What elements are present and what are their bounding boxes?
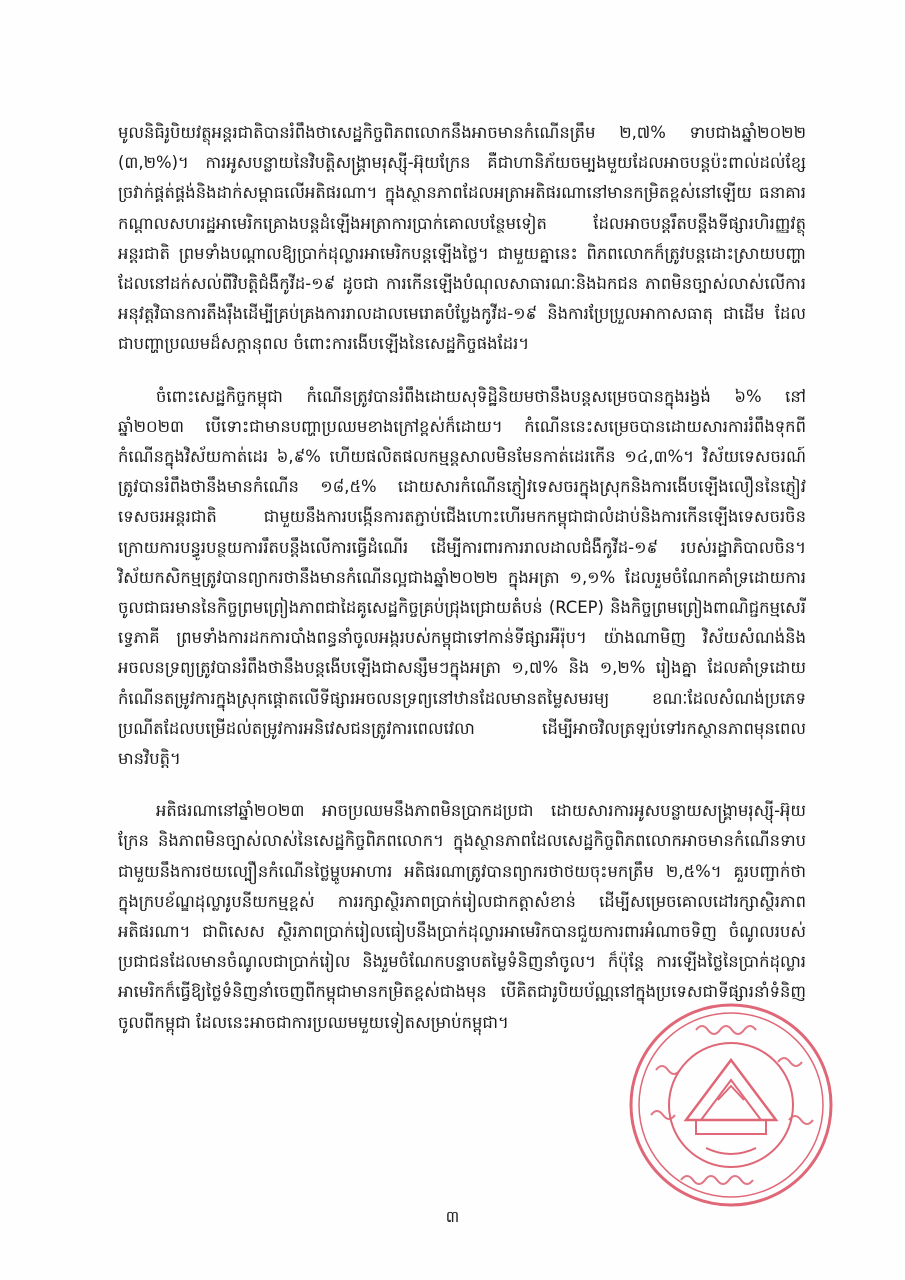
paragraph-3: អតិផរណានៅឆ្នាំ២០២៣ អាចប្រឈមនឹងភាពមិនប្រាកដប្រជា ដោយសារការអូសបន្លាយសង្គ្រាមរុស្ស៊ី-អ៊ុយក្រែន និងភាពមិនច្បាស់លាស់នៃសេដ្ឋកិច្ចពិភពលោក។ ក្នុងស្ថានភាពដែលសេដ្ឋកិច្ចពិភពលោកអាចមានកំណើនទាបជាមួយនឹងការថយល្បឿនកំណើនថ្លៃម្ហូបអាហារ អតិផរណាត្រូវបានព្យាករថាថយចុះមកត្រឹម ២,៥%។ គួរបញ្ជាក់ថា ក្នុងក្របខ័ណ្ឌដុល្លារូបនីយកម្មខ្ពស់ ការរក្សាស្ថិរភាពប្រាក់រៀលជាកត្តាសំខាន់ ដើម្បីសម្រេចគោលដៅរក្សាស្ថិរភាពអតិផរណា។ ជាពិសេស ស្ថិរភាពប្រាក់រៀលធៀបនឹងប្រាក់ដុល្លារអាមេរិកបានជួយការពារអំណាចទិញ ចំណូលរបស់ប្រជាជនដែលមានចំណូលជាប្រាក់រៀល និងរួមចំណែកបន្ទាបតម្លៃទំនិញនាំចូល។ ក៏ប៉ុន្តែ ការឡើងថ្លៃនៃប្រាក់ដុល្លារអាមេរិកក៏ធ្វើឱ្យថ្លៃទំនិញនាំចេញពីកម្ពុជាមានកម្រិតខ្ពស់ជាងមុន បើគិតជារូបិយប័ណ្ណនៅក្នុងប្រទេសជាទីផ្សារនាំទំនិញចូលពីកម្ពុជា ដែលនេះអាចជាការប្រឈមមួយទៀតសម្រាប់កម្ពុជា។ — [118, 801, 806, 1032]
paragraph-2: ចំពោះសេដ្ឋកិច្ចកម្ពុជា កំណើនត្រូវបានរំពឹងដោយសុទិដ្ឋិនិយមថានឹងបន្តសម្រេចបានក្នុងរង្វង់ ៦% នៅឆ្នាំ២០២៣ បើទោះជាមានបញ្ហាប្រឈមខាងក្រៅខ្ពស់ក៏ដោយ។ កំណើននេះសម្រេចបានដោយសារការរំពឹងទុកពីកំណើនក្នុងវិស័យកាត់ដេរ ៦,៩% ហើយផលិតផលកម្មន្តសាលមិនមែនកាត់ដេរកើន ១៤,៣%។ វិស័យទេសចរណ៍ត្រូវបានរំពឹងថានឹងមានកំណើន ១៨,៥% ដោយសារកំណើនភ្ញៀវទេសចរក្នុងស្រុកនិងការងើបឡើងលឿននៃភ្ញៀវទេសចរអន្តរជាតិ ជាមួយនឹងការបង្កើនការតភ្ជាប់ជើងហោះហើរមកកម្ពុជាជាលំដាប់និងការកើនឡើងទេសចរចិន ក្រោយការបន្ធូរបន្ថយការរឹតបន្តឹងលើការធ្វើដំណើរ ដើម្បីការពារការរាលដាលជំងឺកូវីដ-១៩ របស់រដ្ឋាភិបាលចិន។ វិស័យកសិកម្មត្រូវបានព្យាករថានឹងមានកំណើនល្អជាងឆ្នាំ២០២២ ក្នុងអត្រា ១,១% ដែលរួមចំណែកគាំទ្រដោយការចូលជាធរមាននៃកិច្ចព្រមព្រៀងភាពជាដៃគូសេដ្ឋកិច្ចគ្រប់ជ្រុងជ្រោយតំបន់ (RCEP) និងកិច្ចព្រមព្រៀងពាណិជ្ជកម្មសេរីទ្វេភាគី ព្រមទាំងការដកការបាំងពន្ធនាំចូលអង្ករបស់កម្ពុជាទៅកាន់ទីផ្សារអឺរ៉ុប។ យ៉ាងណាមិញ វិស័យសំណង់និងអចលនទ្រព្យត្រូវបានរំពឹងថានឹងបន្តងើបឡើងជាសន្សឹមៗក្នុងអត្រា ១,៧% និង ១,២% រៀងគ្នា ដែលគាំទ្រដោយកំណើនតម្រូវការក្នុងស្រុកផ្តោតលើទីផ្សារអចលនទ្រព្យនៅឋានដែលមានតម្លៃសមរម្យ ខណៈដែលសំណង់ប្រភេទប្រណីតដែលបម្រើដល់តម្រូវការអនិវេសជនត្រូវការពេលវេលា ដើម្បីអាចវិលត្រឡប់ទៅរកស្ថានភាពមុនពេលមានវិបត្តិ។ — [118, 386, 806, 769]
paragraph-1: មូលនិធិរូបិយវត្ថុអន្តរជាតិបានរំពឹងថាសេដ្ឋកិច្ចពិភពលោកនឹងអាចមានកំណើនត្រឹម ២,៧% ទាបជាងឆ្នាំ២០២២ (៣,២%)។ ការអូសបន្លាយនៃវិបត្តិសង្គ្រាមរុស្ស៊ី-អ៊ុយក្រែន គឺជាហានិភ័យចម្បងមួយដែលអាចបន្តប៉ះពាល់ដល់ខ្សែច្រវាក់ផ្គត់ផ្គង់និងដាក់សម្ពាធលើអតិផរណា។ ក្នុងស្ថានភាពដែលអត្រាអតិផរណានៅមានកម្រិតខ្ពស់នៅឡើយ ធនាគារកណ្តាលសហរដ្ឋអាមេរិកគ្រោងបន្តដំឡើងអត្រាការប្រាក់គោលបន្ថែមទៀត ដែលអាចបន្តរឹតបន្តឹងទីផ្សារហិរញ្ញវត្ថុអន្តរជាតិ ព្រមទាំងបណ្តាលឱ្យប្រាក់ដុល្លារអាមេរិកបន្តឡើងថ្លៃ។ ជាមួយគ្នានេះ ពិភពលោកក៏ត្រូវបន្តដោះស្រាយបញ្ហាដែលនៅដក់សល់ពីវិបត្តិជំងឺកូវីដ-១៩ ដូចជា ការកើនឡើងបំណុលសាធារណៈនិងឯកជន ភាពមិនច្បាស់លាស់លើការអនុវត្តវិធានការតឹងរ៉ឹងដើម្បីគ្រប់គ្រងការរាលដាលមេរោគបំប្លែងកូវីដ-១៩ និងការប្រែប្រួលអាកាសធាតុ ជាដើម ដែលជាបញ្ហាប្រឈមដ៏សក្តានុពល ចំពោះការងើបឡើងនៃសេដ្ឋកិច្ចផងដែរ។ — [118, 123, 806, 354]
official-seal-stamp — [626, 1000, 836, 1210]
page-number: ៣ — [445, 1207, 460, 1226]
document-body — [118, 118, 806, 1060]
